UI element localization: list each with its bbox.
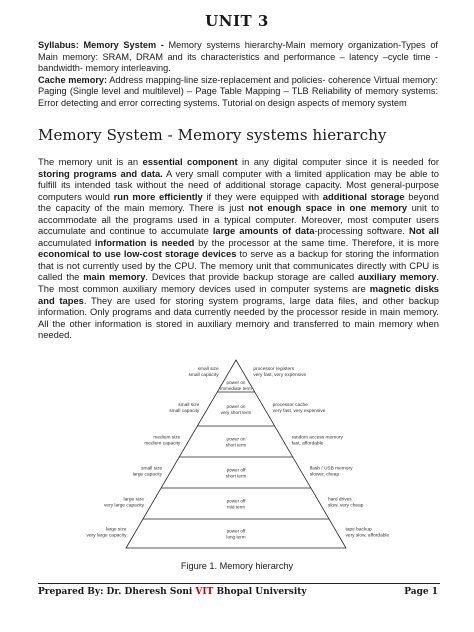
syllabus-label: Syllabus: Memory System - (38, 40, 164, 50)
level-center-text: power on (226, 380, 246, 385)
pyramid-levels (86, 366, 389, 540)
level-center-text: power on (226, 436, 246, 442)
bold-text: magnetic disks and tapes (38, 283, 439, 306)
text: A very small computer with a limited application may be able to fulfill its intended task without the need of additional storage capacity. Most general-purpose computers would (38, 167, 440, 202)
text: -processing software. (314, 225, 409, 237)
level-left-label: medium capacity (144, 441, 181, 447)
footer-prefix: Prepared By: Dr. Dheresh Soni (38, 587, 196, 597)
level-right-label: very fast, very expensive (253, 373, 307, 378)
level-center-text: very short term (220, 410, 252, 415)
bold-text: run more efficiently (113, 190, 203, 202)
bold-text: storing programs and data. (38, 167, 163, 179)
text: unit to accommodate all the programs used in a typical computer. Moreover, most computer users accumulate and continue to accumulate (38, 202, 439, 237)
text: The memory unit is an (38, 156, 143, 167)
level-right-label: random access memory (291, 435, 343, 441)
section-heading: Memory System - Memory systems hierarchy (38, 126, 387, 144)
syllabus-text-2: Address mapping-line size-replacement and policies- coherence Virtual memory: Paging (Single level and multilevel) – Page Table Mapping – TLB Reliability of memory systems: Error detecting and error correcting systems. Tutorial on design aspects of memory system (38, 74, 439, 108)
level-right-label: flash / USB memory (309, 466, 353, 472)
text: by the processor at the same time. Therefore, it is more (194, 236, 439, 248)
text: . They are used for storing system programs, large data files, and other backup information. Only programs and data currently needed by the processor reside in main memory. All the other information is stored in auxiliary memory and transferred to main memory when needed. (38, 294, 439, 341)
bold-text: essential component (142, 156, 238, 167)
text: if they were equipped with (202, 190, 323, 202)
level-center-text: short term (225, 473, 247, 479)
bold-text: additional storage (322, 190, 405, 202)
level-left-label: very large capacity (104, 503, 145, 509)
footer-vit: VIT (195, 587, 214, 597)
level-left-label: large size (105, 527, 127, 533)
level-center-text: power on (226, 404, 246, 409)
level-left-label: small size (141, 466, 163, 472)
level-center-text: immediate term (220, 386, 252, 391)
level-right-label: processor cache (272, 403, 308, 408)
syllabus-block (38, 40, 438, 109)
level-left-label: medium size (153, 435, 181, 441)
level-center-text: short term (225, 442, 247, 448)
text: . The most common auxiliary memory devices used in computer systems are (38, 271, 440, 295)
text: beyond the capacity of the main memory. There is just (38, 190, 439, 214)
text: . Devices that provide backup storage are called (145, 271, 359, 283)
text: in any digital computer since it is needed for (237, 156, 439, 167)
footer-suffix: Bhopal University (213, 587, 307, 597)
level-right-label: very slow, affordable (345, 533, 390, 539)
level-right-label: fast, affordable (291, 441, 324, 447)
bold-text: large amounts of data (212, 225, 315, 237)
footer-divider (38, 583, 440, 584)
level-right-label: very fast, very expensive (272, 409, 326, 414)
level-center-text: mid term (227, 504, 245, 510)
level-left-label: small size (197, 367, 219, 372)
level-center-text: power off (226, 498, 246, 504)
level-right-label: processor registers (253, 367, 295, 372)
memory-hierarchy-pyramid (86, 356, 390, 556)
level-left-label: very large capacity (86, 533, 127, 539)
figure-caption: Figure 1. Memory hierarchy (180, 561, 294, 571)
level-right-label: hard drives (327, 497, 352, 503)
level-left-label: small capacity (188, 373, 219, 378)
cache-memory-label: Cache memory: (38, 74, 108, 85)
text: accumulated (38, 236, 95, 248)
unit-title: UNIT 3 (205, 12, 269, 30)
level-left-label: large capacity (132, 472, 163, 478)
level-center-text: power off (226, 528, 246, 534)
level-right-label: tape backup (345, 527, 372, 533)
body-paragraph (38, 156, 439, 341)
bold-text: auxiliary memory (358, 271, 437, 283)
level-right-label: slow, very cheap (327, 503, 364, 509)
syllabus-text: Memory systems hierarchy-Main memory organization-Types of Main memory: SRAM, DRAM and its characteristics and performance – latency –cycle time -bandwidth- memory interleaving. (38, 40, 438, 73)
level-left-label: large size (123, 497, 145, 503)
bold-text: Not all (408, 225, 439, 237)
footer-author (38, 587, 307, 597)
level-left-label: small capacity (169, 409, 200, 414)
bold-text: not enough space in one memory (248, 202, 408, 214)
bold-text: main memory (83, 271, 146, 283)
level-center-text: power off (226, 467, 246, 473)
bold-text: economical to use low-cost storage devices (38, 248, 237, 260)
level-right-label: slower, cheap (309, 472, 340, 478)
level-center-text: long term (226, 534, 246, 540)
bold-text: information is needed (94, 236, 195, 248)
level-left-label: small size (178, 403, 200, 408)
page-number: Page 1 (404, 587, 438, 597)
text: to serve as a backup for storing the information that is not currently used by the CPU. The memory unit that communicates directly with CPU is called the (38, 248, 439, 283)
